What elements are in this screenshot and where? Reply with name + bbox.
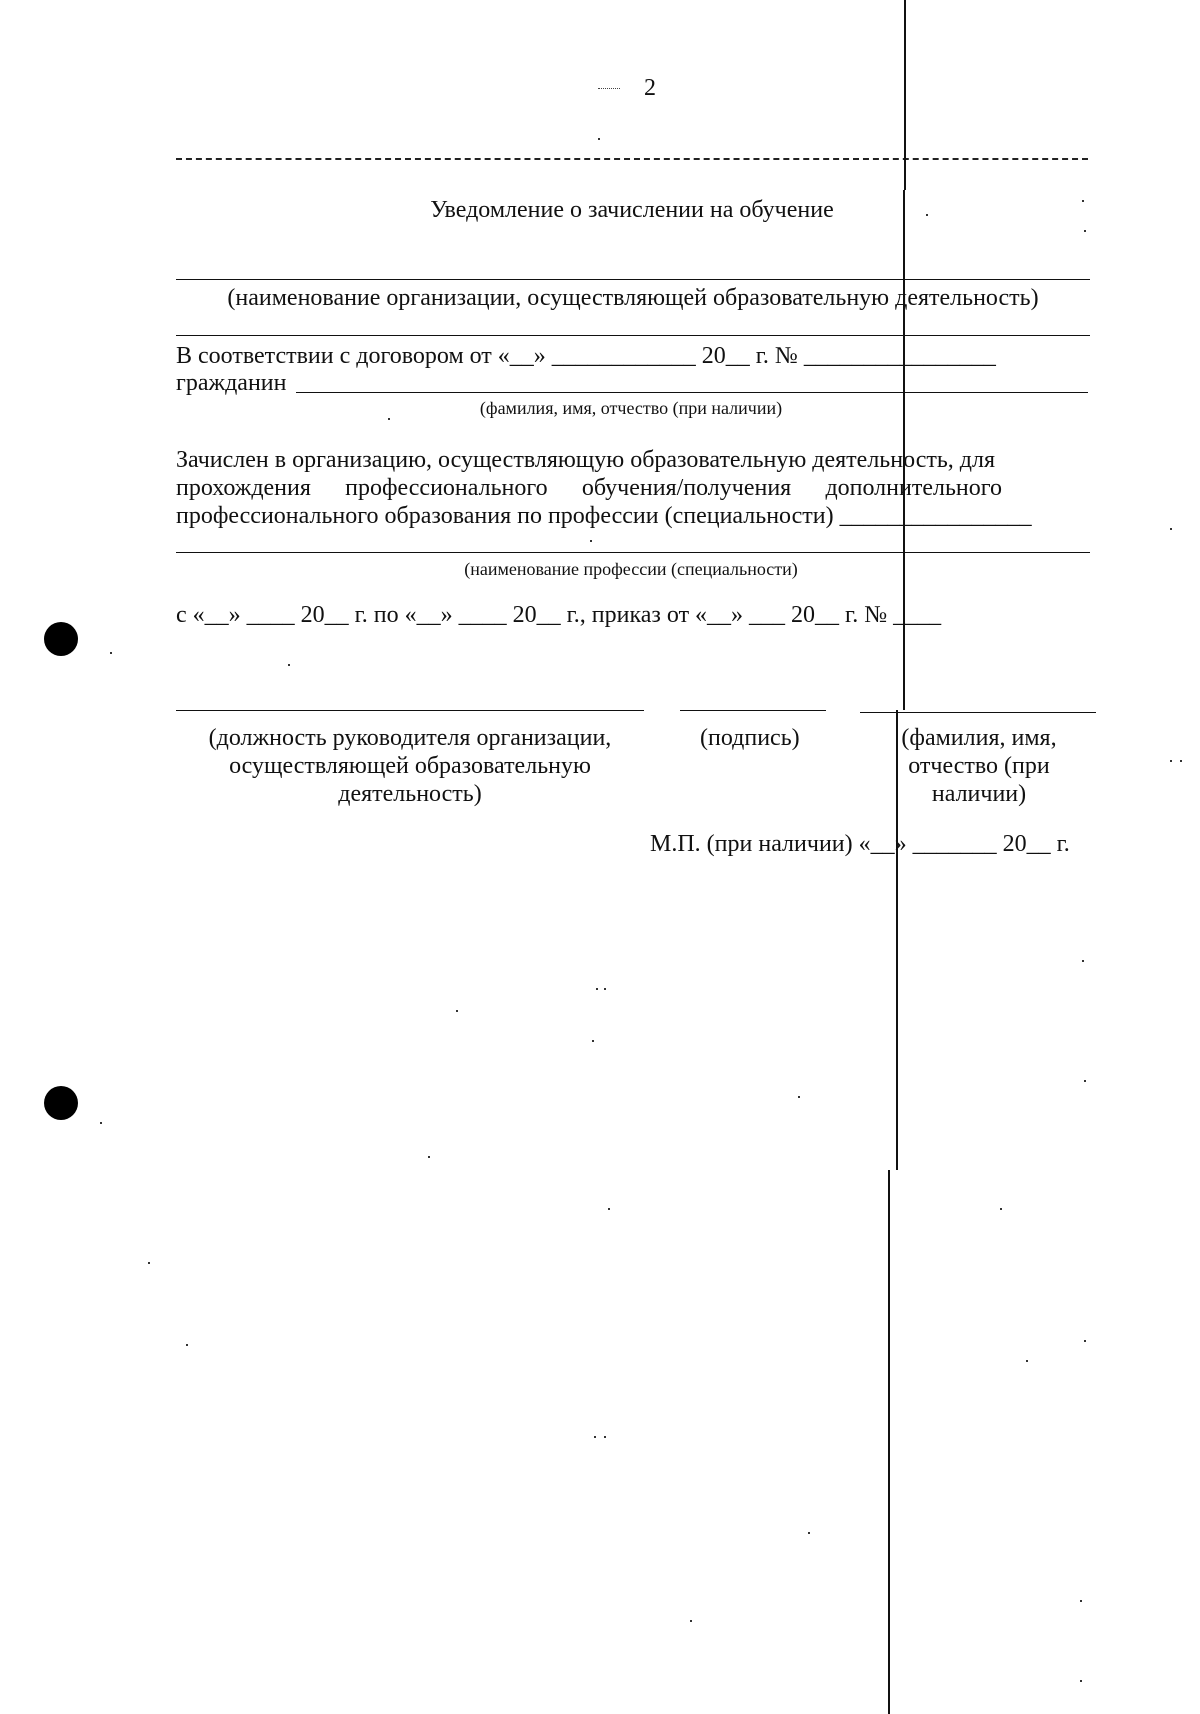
scan-speck [428,1156,430,1158]
org-name-line [176,279,1090,280]
position-line [176,710,644,711]
scan-speck [596,988,598,990]
scan-speck [1084,1340,1086,1342]
scan-speck [288,664,290,666]
scan-vertical-line-4 [888,1170,890,1714]
scan-speck [594,1436,596,1438]
sig-signature-caption: (подпись) [700,725,800,751]
scan-vertical-line-2 [903,190,905,710]
org-name-line-2 [176,335,1090,336]
binder-hole [44,622,78,656]
profession-caption: (наименование профессии (специальности) [464,559,798,579]
profession-line [176,552,1090,553]
scan-speck [1084,1080,1086,1082]
scan-speck [608,1208,610,1210]
scan-speck [110,652,112,654]
dates-line: с «__» ____ 20__ г. по «__» ____ 20__ г., приказ от «__» ___ 20__ г. № ____ [176,602,942,628]
scan-speck [456,1010,458,1012]
cut-line [176,158,1088,160]
scan-speck [1026,1360,1028,1362]
scan-speck [1080,1680,1082,1682]
sig-position-caption: (должность руководителя организации, осуществляющей образовательную деятельность) [208,725,612,807]
fio-caption: (фамилия, имя, отчество (при наличии) [479,398,783,418]
scan-speck [690,1620,692,1622]
scan-mark [598,88,620,89]
scan-speck [148,1262,150,1264]
scan-speck [798,1096,800,1098]
stamp-line: М.П. (при наличии) «__» _______ 20__ г. [650,831,1070,857]
document-title: Уведомление о зачислении на обучение [430,197,834,223]
scan-speck [604,1436,606,1438]
enrolled-line-1: Зачислен в организацию, осуществляющую образовательную деятельность, для [176,447,995,473]
scan-speck [1170,760,1172,762]
scan-speck [1000,1208,1002,1210]
sig-name-caption: (фамилия, имя, отчество (при наличии) [901,725,1057,807]
scan-speck [592,1040,594,1042]
org-caption: (наименование организации, осуществляющей образовательную деятельность) [227,285,1039,311]
scan-speck [1080,1600,1082,1602]
scan-speck [604,988,606,990]
scan-speck [1084,230,1086,232]
scan-speck [1082,960,1084,962]
enrolled-line-3: профессионального образования по профессии (специальности) ________________ [176,503,1032,529]
binder-hole [44,1086,78,1120]
page-number: 2 [644,75,656,101]
scan-vertical-line-3 [896,710,898,1170]
enrolled-line-2: прохождения профессионального обучения/получения дополнительного [176,475,1002,501]
scan-speck [926,214,928,216]
scan-speck [1082,200,1084,202]
scan-vertical-line [904,0,906,190]
scan-speck [808,1532,810,1534]
citizen-label: гражданин [176,370,287,396]
contract-line: В соответствии с договором от «__» ____________ 20__ г. № ________________ [176,343,996,369]
scan-speck [388,418,390,420]
scan-speck [1180,760,1182,762]
scan-speck [598,138,600,140]
signature-line [680,710,826,711]
scan-speck [186,1344,188,1346]
scan-speck [590,540,592,542]
scan-speck [1170,528,1172,530]
citizen-line [296,392,1088,393]
scan-speck [100,1122,102,1124]
